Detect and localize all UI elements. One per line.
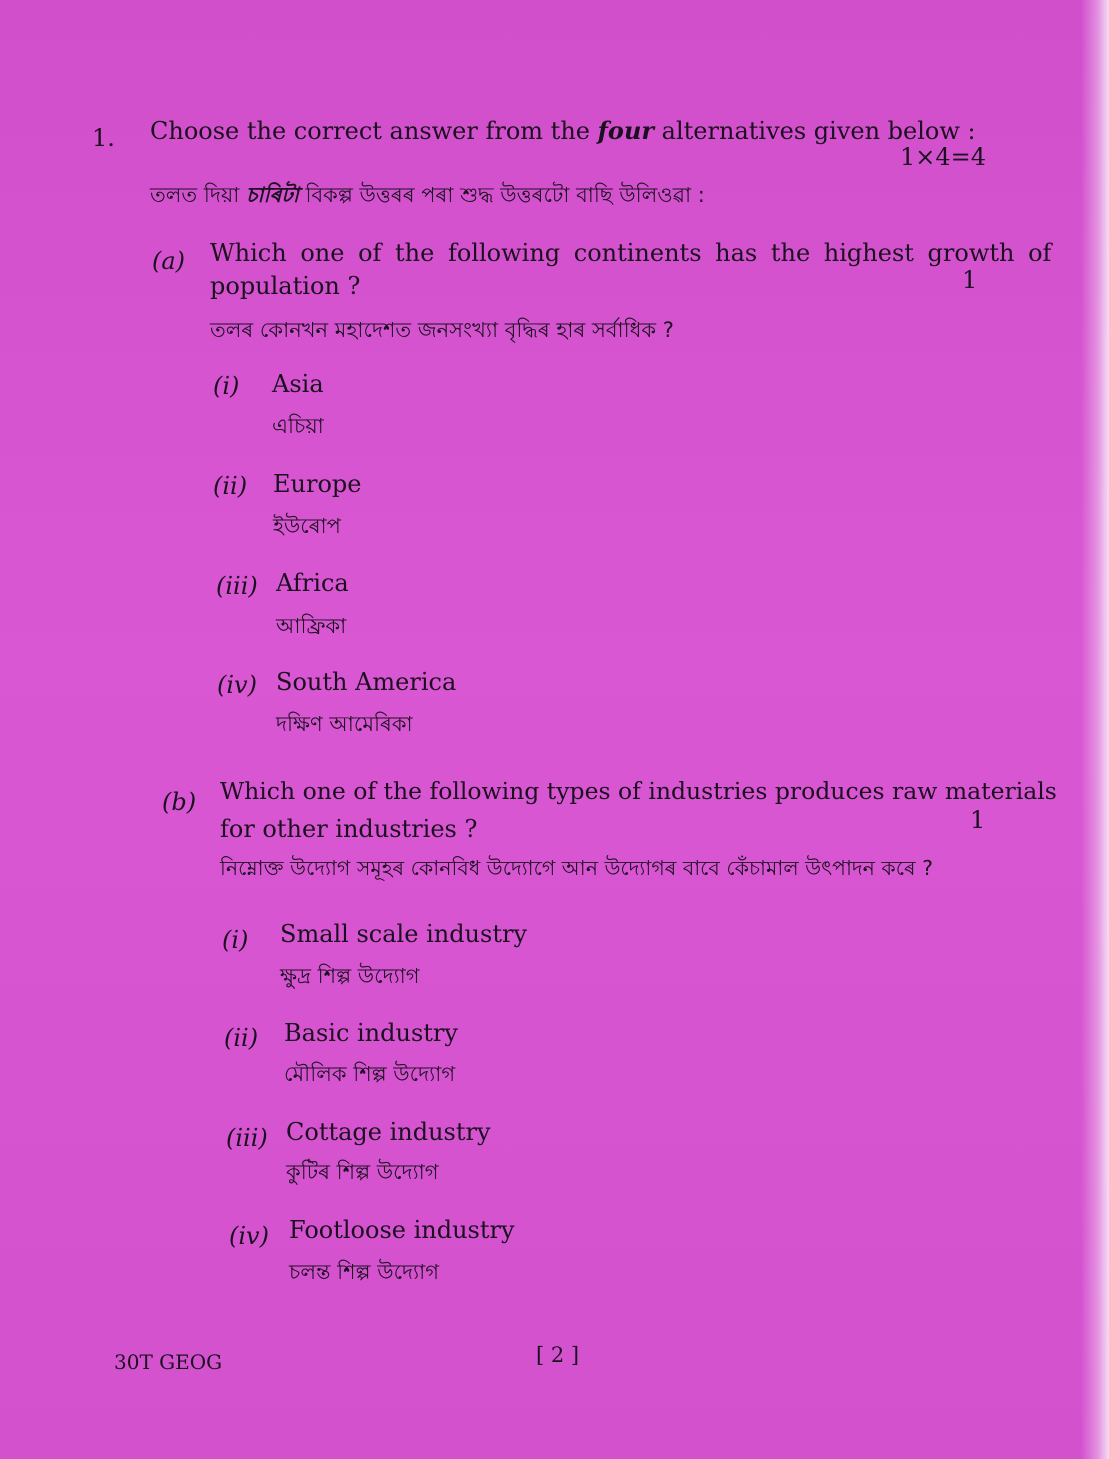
- part-b-question-line1: Which one of the following types of industries produces raw materials: [220, 777, 1057, 805]
- page-edge: [1081, 0, 1109, 1459]
- part-a-label: (a): [152, 247, 186, 275]
- option-label: (iii): [216, 572, 258, 600]
- option-text-bn: মৌলিক শিল্প উদ্যোগ: [284, 1062, 456, 1086]
- page-number: [ 2 ]: [536, 1343, 580, 1367]
- question-instruction-bn: [150, 183, 705, 208]
- part-a-question-line2: population ?: [210, 272, 361, 300]
- option-text-bn: ক্ষুদ্ৰ শিল্প উদ্যোগ: [280, 964, 420, 988]
- option-text: Asia: [272, 370, 324, 398]
- paper-code: 30T GEOG: [114, 1350, 223, 1374]
- option-text-bn: আফ্ৰিকা: [276, 614, 347, 638]
- instruction-bn-text: তলত দিয়া: [150, 183, 247, 207]
- option-text-bn: দক্ষিণ আমেৰিকা: [276, 712, 413, 736]
- option-label: (iv): [217, 671, 257, 699]
- part-b-question-line2: for other industries ?: [220, 815, 478, 843]
- instruction-emphasis: four: [597, 116, 655, 145]
- instruction-text: Choose the correct answer from the: [150, 117, 598, 145]
- part-b-question-bn: নিম্নোক্ত উদ্যোগ সমূহৰ কোনবিধ উদ্যোগে আন উদ্যোগৰ বাবে কেঁচামাল উৎপাদন কৰে ?: [220, 856, 933, 880]
- option-text-bn: চলন্ত শিল্প উদ্যোগ: [289, 1260, 440, 1284]
- option-text: Cottage industry: [286, 1118, 491, 1146]
- part-a-marks: 1: [962, 266, 978, 294]
- option-text: Europe: [273, 470, 362, 498]
- option-text-bn: কুটিৰ শিল্প উদ্যোগ: [286, 1160, 439, 1184]
- option-label: (i): [213, 372, 240, 400]
- option-text: South America: [276, 668, 457, 696]
- part-b-marks: 1: [970, 806, 986, 834]
- part-a-question-bn: তলৰ কোনখন মহাদেশত জনসংখ্যা বৃদ্ধিৰ হাৰ সৰ্বাধিক ?: [210, 318, 674, 342]
- option-text-bn: ইউৰোপ: [273, 514, 341, 538]
- question-number: 1.: [92, 124, 115, 152]
- option-text: Basic industry: [284, 1019, 458, 1047]
- option-label: (iii): [226, 1124, 268, 1152]
- option-text: Small scale industry: [280, 920, 528, 948]
- option-label: (ii): [213, 472, 248, 500]
- option-label: (i): [222, 926, 249, 954]
- part-a-question-line1: Which one of the following continents has the highest growth of: [210, 239, 1052, 267]
- question-instruction: [150, 117, 976, 146]
- option-text-bn: এচিয়া: [272, 414, 324, 438]
- instruction-bn-emphasis: চাৰিটা: [246, 183, 299, 207]
- option-label: (iv): [229, 1222, 269, 1250]
- question-marks: 1×4=4: [900, 143, 987, 171]
- instruction-text-end: alternatives given below :: [654, 117, 976, 145]
- option-label: (ii): [224, 1024, 259, 1052]
- option-text: Footloose industry: [289, 1216, 515, 1244]
- part-b-label: (b): [162, 788, 197, 816]
- option-text: Africa: [276, 569, 349, 597]
- instruction-bn-text-end: বিকল্প উত্তৰৰ পৰা শুদ্ধ উত্তৰটো বাছি উলিওৱা :: [298, 183, 705, 207]
